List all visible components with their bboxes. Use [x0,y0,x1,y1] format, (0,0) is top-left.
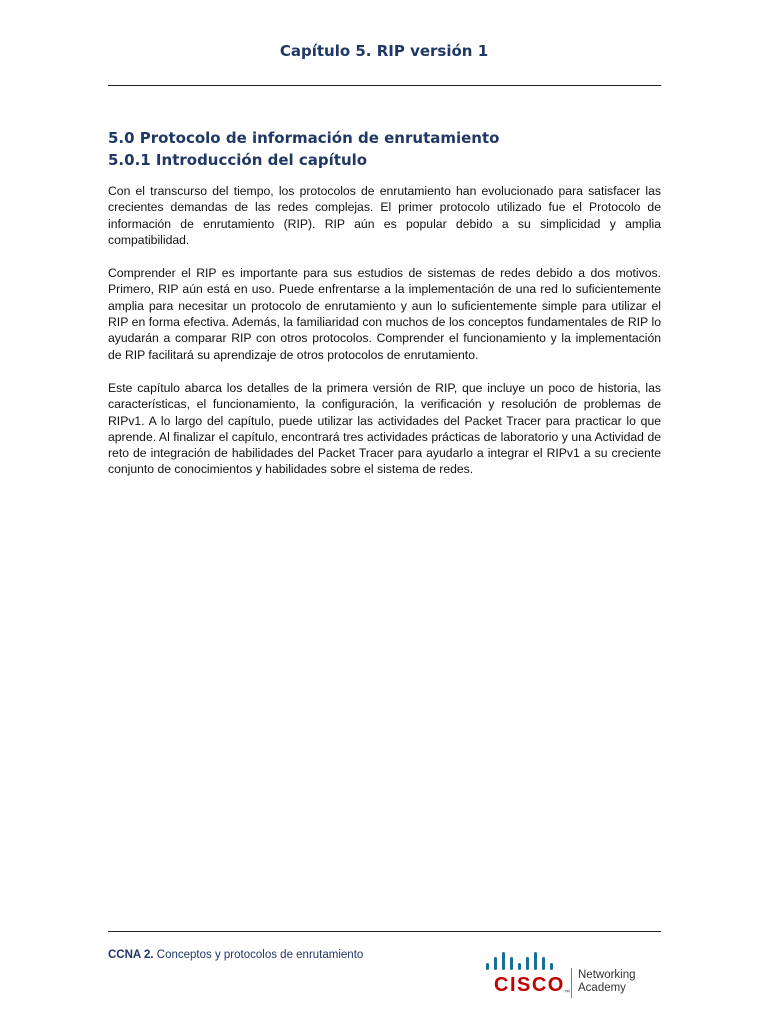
footer-course-title [108,949,363,961]
paragraph-3: Este capítulo abarca los detalles de la primera versión de RIP, que incluye un poco de historia, las características, el funcionamiento, la configuración, la verificación y resolución de problemas de RIPv1. A lo largo del capítulo, puede utilizar las actividades del Packet Tracer para practicar lo que aprende. Al finalizar el capítulo, encontrará tres actividades prácticas de laboratorio y una Actividad de reto de integración de habilidades del Packet Tracer para ayudarlo a integrar el RIPv1 a su creciente conjunto de conocimientos y habilidades sobre el sistema de redes. [108,380,661,477]
paragraph-2: Comprender el RIP es importante para sus estudios de sistemas de redes debido a dos motivos. Primero, RIP aún está en uso. Puede enfrentarse a la implementación de una red lo suficientemente amplia para necesitar un protocolo de enrutamiento y aun lo suficientemente simple para utilizar el RIP en forma efectiva. Además, la familiaridad con muchos de los conceptos fundamentales de RIP lo ayudarán a comparar RIP con otros protocolos. Comprender el funcionamiento y la implementación de RIP facilitará su aprendizaje de otros protocolos de enrutamiento. [108,266,661,362]
page-title: Capítulo 5. RIP versión 1 [279,42,489,60]
logo-divider [571,968,572,998]
course-name: Conceptos y protocolos de enrutamiento [156,949,364,961]
header-divider [108,85,661,86]
paragraph-1: Con el transcurso del tiempo, los protocolos de enrutamiento han evolucionado para satisfacer las crecientes demandas de las redes complejas. El primer protocolo utilizado fue el Protocolo de información de enrutamiento (RIP). RIP aún es popular debido a su simplicidad y amplia compatibilidad. [108,184,661,247]
cisco-networking-academy-logo [484,950,664,1000]
section-subheading: 5.0.1 Introducción del capítulo [108,151,368,169]
cisco-bridge-icon [484,950,568,972]
section-heading: 5.0 Protocolo de información de enrutamiento [108,129,500,147]
course-code: CCNA 2. [108,949,154,961]
logo-line-1: Networking [578,969,636,981]
body-content [108,183,661,495]
logo-line-2: Academy [578,982,626,994]
trademark-mark: ™ [564,990,570,996]
section-headings [108,127,661,171]
footer-divider [108,931,661,932]
networking-academy-label [578,969,636,995]
cisco-wordmark: CISCO [494,974,565,996]
